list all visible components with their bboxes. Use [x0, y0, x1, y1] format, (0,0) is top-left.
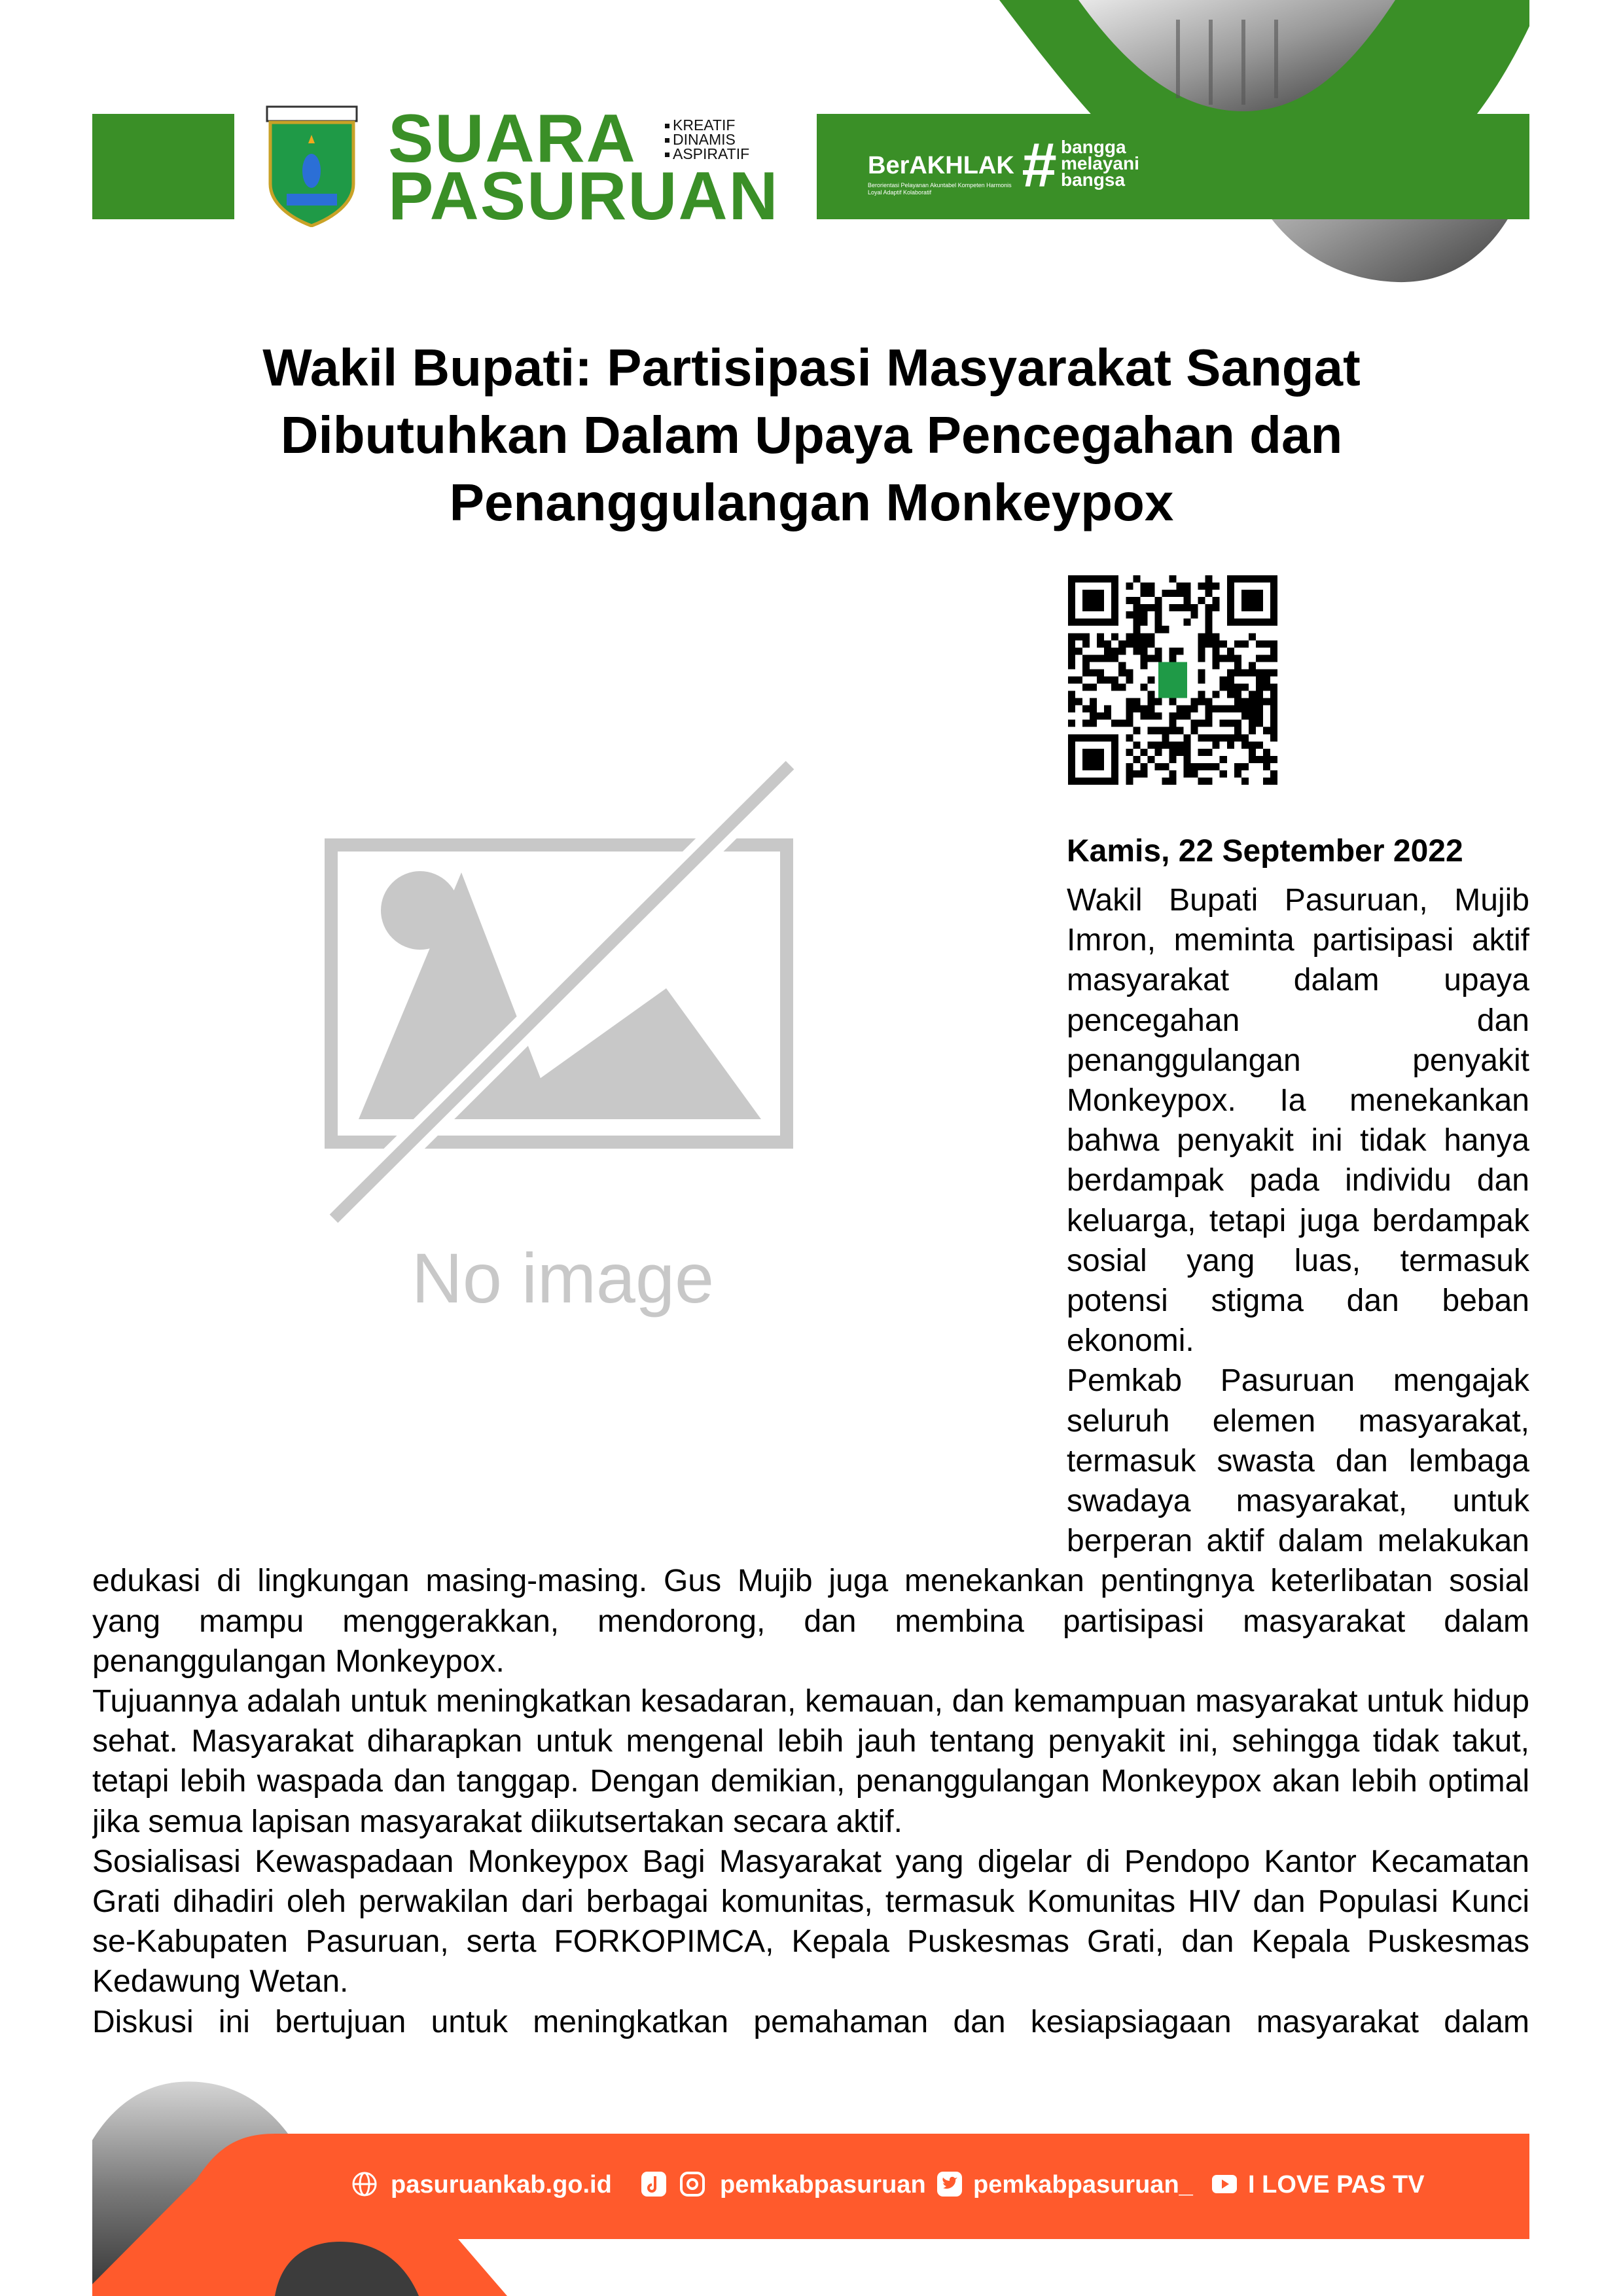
brand-suara: SUARA [388, 101, 637, 177]
hashtag-icon: # [1021, 130, 1056, 200]
tagline-kreatif: KREATIF [665, 118, 749, 132]
footer-twitter-link[interactable]: pemkabpasuruan_ [973, 2171, 1193, 2198]
article-body [92, 831, 1529, 2052]
bangga-melayani-bangsa [1061, 139, 1139, 188]
no-image-label: No image [411, 1238, 715, 1318]
berakhlak-subtitle: Berorientasi Pelayanan Akuntabel Kompeten Harmonis Loyal Adaptif Kolaboratif [868, 182, 1012, 196]
footer-instagram-link[interactable]: pemkabpasuruan [720, 2171, 926, 2198]
paragraph: Diskusi ini bertujuan untuk meningkatkan pemahaman dan kesiapsiagaan masyarakat dalam [92, 2004, 1529, 2039]
paragraph: Pemkab Pasuruan mengajak seluruh elemen masyarakat, termasuk swasta dan lembaga swadaya masyarakat, untuk berperan aktif dalam melakukan edukasi di lingkungan masing-masing. Gus Mujib juga menekankan pentingnya keterlibatan sosial yang mampu menggerakkan, mendorong, dan membina partisipasi masyarakat dalam penanggulangan Monkeypox. [92, 1363, 1529, 1679]
hashtag-line: bangga [1061, 137, 1126, 157]
hashtag-line: bangsa [1061, 170, 1126, 190]
footer-youtube-link[interactable]: I LOVE PAS TV [1248, 2171, 1425, 2198]
paragraph: Wakil Bupati Pasuruan, Mujib Imron, meminta partisipasi aktif masyarakat dalam upaya pencegahan dan penanggulangan penyakit Monkeypox. Ia menekankan bahwa penyakit ini tidak hanya berdampak pada individu dan keluarga, tetapi juga berdampak sosial yang luas, termasuk potensi stigma dan beban ekonomi. [1067, 883, 1529, 1359]
brand-pasuruan: PASURUAN [388, 158, 779, 234]
kabupaten-logo [260, 105, 363, 227]
footer-website-link[interactable]: pasuruankab.go.id [391, 2171, 612, 2198]
title-line: Wakil Bupati: Partisipasi Masyarakat Sangat [262, 338, 1361, 397]
instagram-icon[interactable] [679, 2170, 705, 2198]
qr-code [1068, 575, 1277, 785]
twitter-icon[interactable] [936, 2170, 963, 2198]
header-green-bar [92, 114, 234, 219]
hashtag-line: melayani [1061, 153, 1139, 173]
berakhlak-logo: BerAKHLAK [868, 152, 1014, 179]
title-line: Penanggulangan Monkeypox [449, 473, 1174, 531]
title-line: Dibutuhkan Dalam Upaya Pencegahan dan [280, 406, 1343, 464]
tagline-aspiratif: ASPIRATIF [665, 147, 749, 161]
paragraph: Tujuannya adalah untuk meningkatkan kesadaran, kemauan, dan kemampuan masyarakat untuk hidup sehat. Masyarakat diharapkan untuk mengenal lebih jauh tentang penyakit ini, sehingga tidak takut, tetapi lebih waspada dan tanggap. Dengan demikian, penanggulangan Monkeypox akan lebih optimal jika semua lapisan masyarakat diikutsertakan secara aktif. [92, 1684, 1529, 1839]
tagline [665, 118, 749, 161]
youtube-icon[interactable] [1211, 2170, 1238, 2198]
tiktok-icon[interactable] [641, 2170, 667, 2198]
globe-icon [351, 2170, 378, 2198]
page-title [0, 334, 1623, 536]
paragraph: Sosialisasi Kewaspadaan Monkeypox Bagi Masyarakat yang digelar di Pendopo Kantor Kecamatan Grati dihadiri oleh perwakilan dari berbagai komunitas, termasuk Komunitas HIV dan Populasi Kunci se-Kabupaten Pasuruan, serta FORKOPIMCA, Kepala Puskesmas Grati, dan Kepala Puskesmas Kedawung Wetan. [92, 1844, 1529, 2000]
article-date: Kamis, 22 September 2022 [1067, 834, 1463, 869]
tagline-dinamis: DINAMIS [665, 132, 749, 147]
